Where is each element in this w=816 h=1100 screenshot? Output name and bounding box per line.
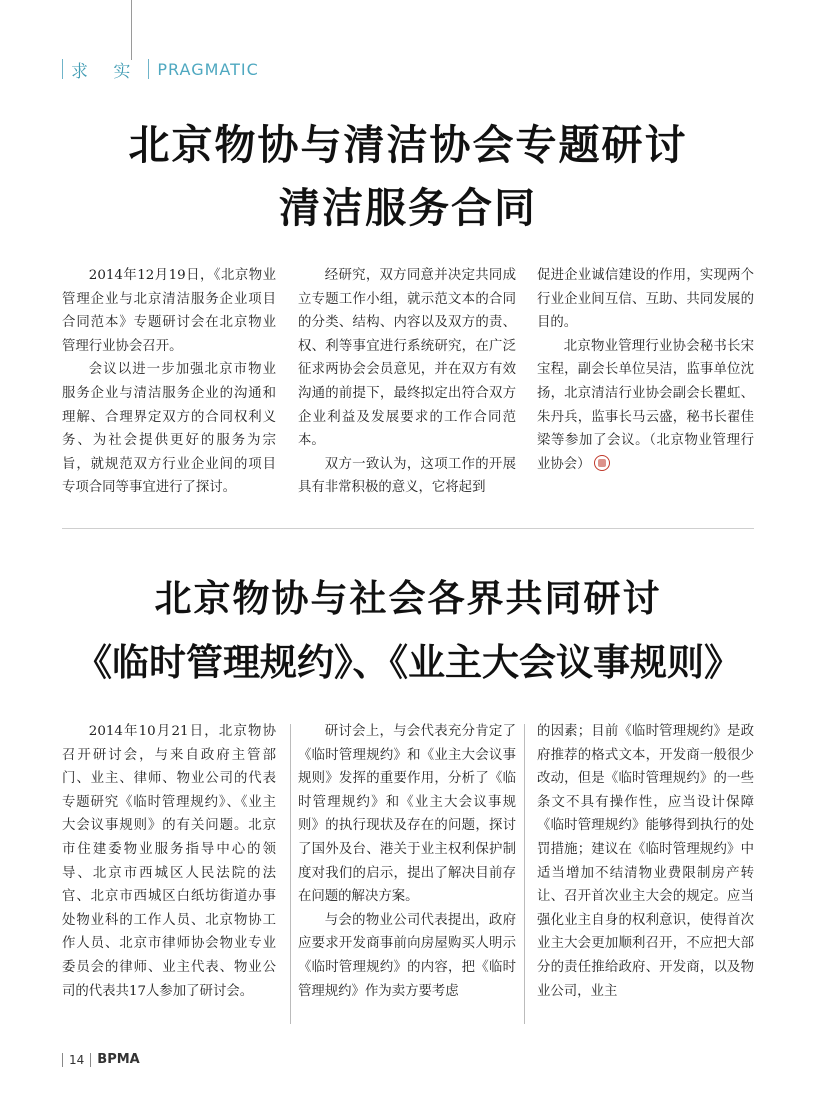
article2-title-line1: 北京物协与社会各界共同研讨 [154,577,662,620]
article2-column-3 [537,720,754,1003]
top-vertical-rule [131,0,132,60]
paragraph: 促进企业诚信建设的作用，实现两个行业企业间互信、互助、共同发展的目的。 [537,268,754,331]
page-footer [62,1052,140,1067]
paragraph: 2014年10月21日，北京物协召开研讨会，与来自政府主管部门、业主、律师、物业公司的代表专题研究《临时管理规约》、《业主大会议事规则》的有关问题。北京市住建委物业服务指导中心的领导、北京市西城区人民法院的法官、北京市西城区白纸坊街道办事处物业科的工作人员、北京物协工作人员、北京市律师协会物业专业委员会的律师、业主代表、物业公司的代表共17人参加了研讨会。 [62,724,276,999]
page-number: 14 [69,1052,85,1067]
section-label [62,56,259,82]
section-label-bar-2 [148,59,149,79]
article2-title-line2: 《临时管理规约》、《业主大会议事规则》 [75,641,741,684]
col-divider-a2-2 [524,724,525,1024]
article1-title-line2: 清洁服务合同 [279,184,537,232]
section-label-cn: 求 实 [71,61,141,82]
article-divider [62,528,754,529]
paragraph: 与会的物业公司代表提出，政府应要求开发商事前向房屋购买人明示《临时管理规约》的内容，把《临时管理规约》作为卖方要考虑 [298,912,516,999]
col-divider-a2-1 [290,724,291,1024]
paragraph-text: 北京物业管理行业协会秘书长宋宝程，副会长单位吴洁，监事单位沈扬，北京清洁行业协会副会长瞿虹、朱丹兵，监事长马云盛，秘书长翟佳梁等参加了会议。（北京物业管理行业协会） [537,338,754,472]
footer-bar [62,1053,63,1067]
paragraph: 研讨会上，与会代表充分肯定了《临时管理规约》和《业主大会议事规则》发挥的重要作用，分析了《临时管理规约》和《业主大会议事规则》的执行现状及存在的问题，探讨了国外及台、港关于业主权利保护制度对我们的启示，提出了解决目前存在问题的解决方案。 [298,724,516,905]
article1-column-3 [537,264,754,476]
paragraph: 双方一致认为，这项工作的开展具有非常积极的意义，它将起到 [298,456,516,496]
paragraph: 会议以进一步加强北京市物业服务企业与清洁服务企业的沟通和理解、合理界定双方的合同权利义务、为社会提供更好的服务为宗旨，就规范双方行业企业间的项目专项合同等事宜进行了探讨。 [62,362,276,496]
footer-brand: BPMA [97,1052,140,1067]
article1-title-line1: 北京物协与清洁协会专题研讨 [128,121,688,169]
paragraph: 2014年12月19日，《北京物业管理企业与北京清洁服务企业项目合同范本》专题研讨会在北京物业管理行业协会召开。 [62,268,276,354]
article1-column-1 [62,264,276,500]
seal-icon [594,455,610,471]
paragraph: 的因素；目前《临时管理规约》是政府推荐的格式文本，开发商一般很少改动，但是《临时管理规约》的一些条文不具有操作性，应当设计保障《临时管理规约》能够得到执行的处罚措施；建议在《临时管理规约》中适当增加不结清物业费限制房产转让、召开首次业主大会的规定。应当强化业主自身的权利意识，使得首次业主大会更加顺利召开，不应把大部分的责任推给政府、开发商，以及物业公司，业主 [537,724,754,999]
paragraph [537,335,754,477]
footer-bar-2 [90,1053,91,1067]
article2-column-2 [298,720,516,1003]
section-label-bar [62,59,63,79]
paragraph: 经研究，双方同意并决定共同成立专题工作小组，就示范文本的合同的分类、结构、内容以及双方的责、权、利等事宜进行系统研究，在广泛征求两协会会员意见，并在双方有效沟通的前提下，最终拟定出符合双方企业利益及发展要求的工作合同范本。 [298,268,516,449]
article1-column-2 [298,264,516,500]
article2-column-1 [62,720,276,1003]
section-label-en: PRAGMATIC [157,59,259,79]
